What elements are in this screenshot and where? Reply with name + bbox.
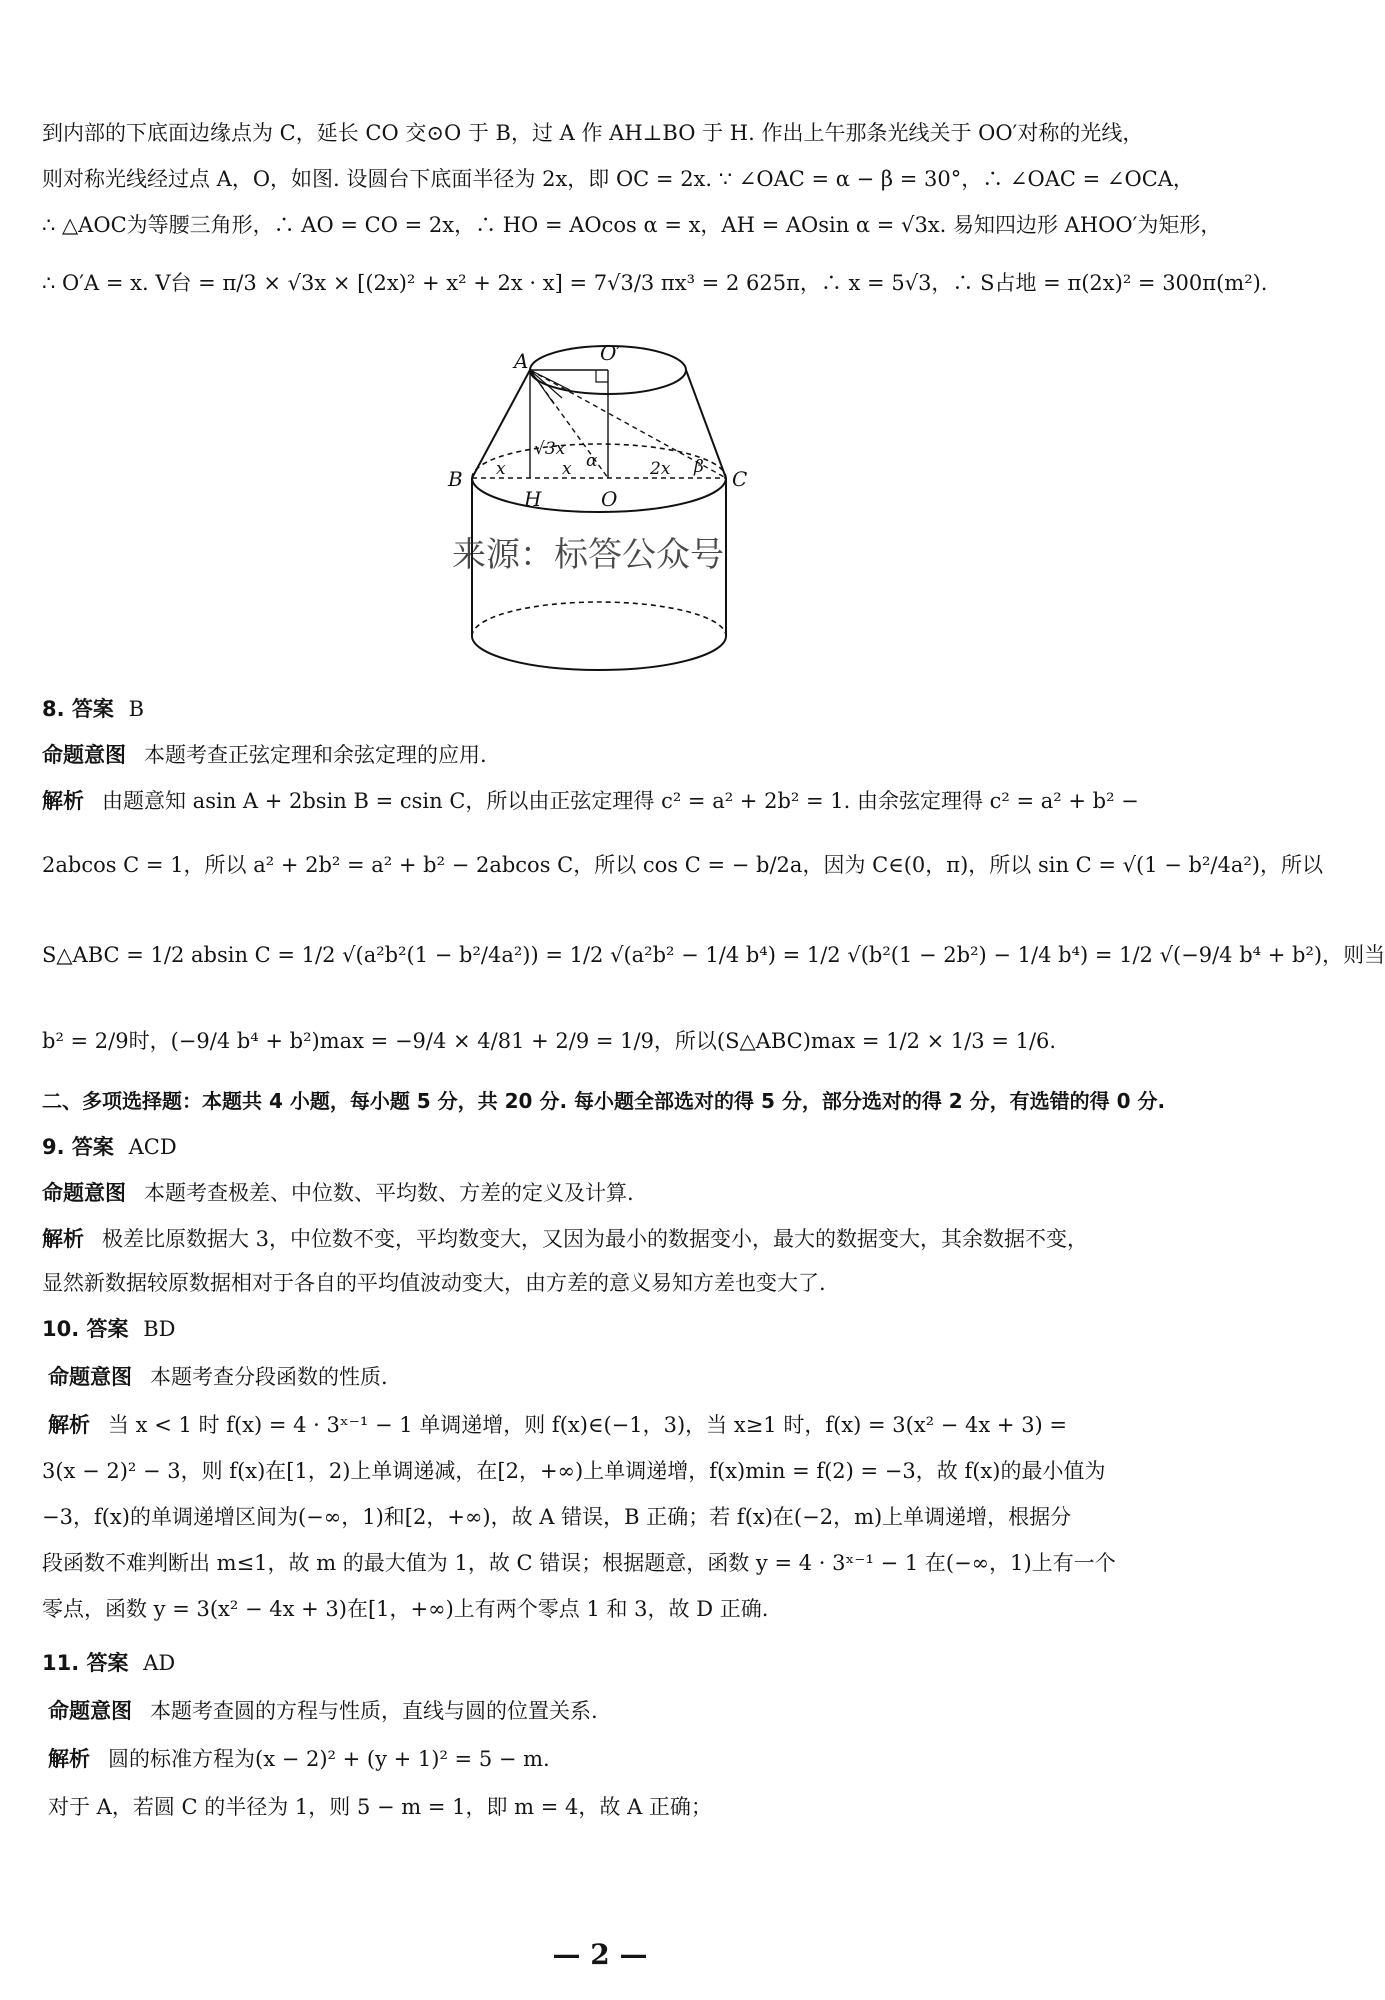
question-number: 11. 答案 [42,1651,129,1675]
text-line: 显然新数据较原数据相对于各自的平均值波动变大，由方差的意义易知方差也变大了. [42,1271,826,1295]
label-2x: 2x [650,459,671,479]
question-8-analysis [42,786,1162,816]
label-x-ho: x [562,459,572,479]
text-line: 到内部的下底面边缘点为 C，延长 CO 交⊙O 于 B，过 A 作 AH⊥BO 于 H. 作出上午那条光线关于 OO′对称的光线， [42,121,1144,145]
analysis-label: 解析 [42,1227,84,1251]
geometry-diagram [430,338,750,668]
formula-line: b² = 2/9时，(−9/4 b⁴ + b²)max = −9/4 × 4/81 + 2/9 = 1/9，所以(S△ABC)max = 1/2 × 1/3 = 1/6. [42,1029,1057,1053]
analysis-text: 当 x < 1 时 f(x) = 4 · 3ˣ⁻¹ − 1 单调递增，则 f(x)∈(−1，3)，当 x≥1 时，f(x) = 3(x² − 4x + 3) = [108,1413,1068,1437]
intent-text: 本题考查圆的方程与性质，直线与圆的位置关系. [150,1699,598,1723]
question-10-intent [48,1362,1168,1392]
question-11-intent [48,1696,1168,1726]
frustum-cylinder-figure [430,338,750,668]
text-line: 则对称光线经过点 A，O，如图. 设圆台下底面半径为 2x，即 OC = 2x. ∵ ∠OAC = α − β = 30°，∴ ∠OAC = ∠OCA， [42,167,1194,191]
text-line: 段函数不难判断出 m≤1，故 m 的最大值为 1，故 C 错误；根据题意，函数 y = 4 · 3ˣ⁻¹ − 1 在(−∞，1)上有一个 [42,1551,1116,1575]
formula-line: S△ABC = 1/2 absin C = 1/2 √(a²b²(1 − b²/4a²)) = 1/2 √(a²b² − 1/4 b⁴) = 1/2 √(b²(1 − 2b²) − 1/4 b⁴) = 1/2 √(−9/4 b⁴ + b²)，则当 [42,943,1385,967]
text-line: 2abcos C = 1，所以 a² + 2b² = a² + b² − 2abcos C，所以 cos C = − b/2a，因为 C∈(0，π)，所以 sin C = √(1 − b²/4a²)，所以 [42,853,1323,877]
label-A: A [514,349,529,373]
question-9-header [42,1132,1162,1162]
formula-line: ∴ O′A = x. V台 = π/3 × √3x × [(2x)² + x² + 2x · x] = 7√3/3 πx³ = 2 625π，∴ x = 5√3，∴ S占地 = π(2x)² = 300π(m²). [42,271,1268,295]
text-line: ∴ △AOC为等腰三角形，∴ AO = CO = 2x，∴ HO = AOcos α = x，AH = AOsin α = √3x. 易知四边形 AHOO′为矩形， [42,213,1222,237]
page-number: — 2 — [552,1938,648,1971]
analysis-text: 由题意知 asin A + 2bsin B = csin C，所以由正弦定理得 c² = a² + 2b² = 1. 由余弦定理得 c² = a² + b² − [102,789,1139,813]
answer-value: BD [143,1317,176,1341]
intent-label: 命题意图 [48,1699,132,1723]
text-line: −3，f(x)的单调递增区间为(−∞，1)和[2，+∞)，故 A 错误，B 正确；若 f(x)在(−2，m)上单调递增，根据分 [42,1505,1072,1529]
intent-label: 命题意图 [42,1181,126,1205]
label-H: H [524,487,542,511]
question-11-header [42,1648,1162,1678]
label-beta: β [694,457,704,477]
watermark-text: 来源：标答公众号 [452,535,724,575]
intent-label: 命题意图 [42,743,126,767]
label-x-bh: x [496,459,506,479]
intent-text: 本题考查极差、中位数、平均数、方差的定义及计算. [144,1181,634,1205]
answer-value: ACD [128,1135,177,1159]
question-11-analysis [48,1744,1168,1774]
question-number: 8. 答案 [42,697,114,721]
question-8-intent [42,740,1162,770]
question-number: 9. 答案 [42,1135,114,1159]
answer-value: B [128,697,145,721]
question-8-header [42,694,1162,724]
intent-text: 本题考查分段函数的性质. [150,1365,388,1389]
label-B: B [448,467,463,491]
label-alpha: α [586,451,598,471]
label-C: C [732,467,748,491]
question-9-analysis [42,1224,1162,1254]
question-10-analysis [48,1410,1168,1440]
question-number: 10. 答案 [42,1317,129,1341]
analysis-label: 解析 [48,1747,90,1771]
answer-value: AD [143,1651,176,1675]
label-O: O [601,487,618,511]
section-heading: 二、多项选择题：本题共 4 小题，每小题 5 分，共 20 分. 每小题全部选对的得 5 分，部分选对的得 2 分，有选错的得 0 分. [42,1089,1166,1113]
analysis-text: 圆的标准方程为(x − 2)² + (y + 1)² = 5 − m. [108,1747,550,1771]
analysis-label: 解析 [42,789,84,813]
text-line: 零点，函数 y = 3(x² − 4x + 3)在[1，+∞)上有两个零点 1 和 3，故 D 正确. [42,1597,769,1621]
question-10-header [42,1314,1162,1344]
label-O-prime: O′ [600,341,621,365]
analysis-label: 解析 [48,1413,90,1437]
label-sqrt3x: √3x [534,439,566,459]
analysis-text: 极差比原数据大 3，中位数不变，平均数变大，又因为最小的数据变小，最大的数据变大，其余数据不变， [102,1227,1089,1251]
text-line: 3(x − 2)² − 3，则 f(x)在[1，2)上单调递减，在[2，+∞)上单调递增，f(x)min = f(2) = −3，故 f(x)的最小值为 [42,1459,1106,1483]
intent-label: 命题意图 [48,1365,132,1389]
intent-text: 本题考查正弦定理和余弦定理的应用. [144,743,487,767]
question-9-intent [42,1178,1162,1208]
text-line: 对于 A，若圆 C 的半径为 1，则 5 − m = 1，即 m = 4，故 A 正确； [48,1795,712,1819]
